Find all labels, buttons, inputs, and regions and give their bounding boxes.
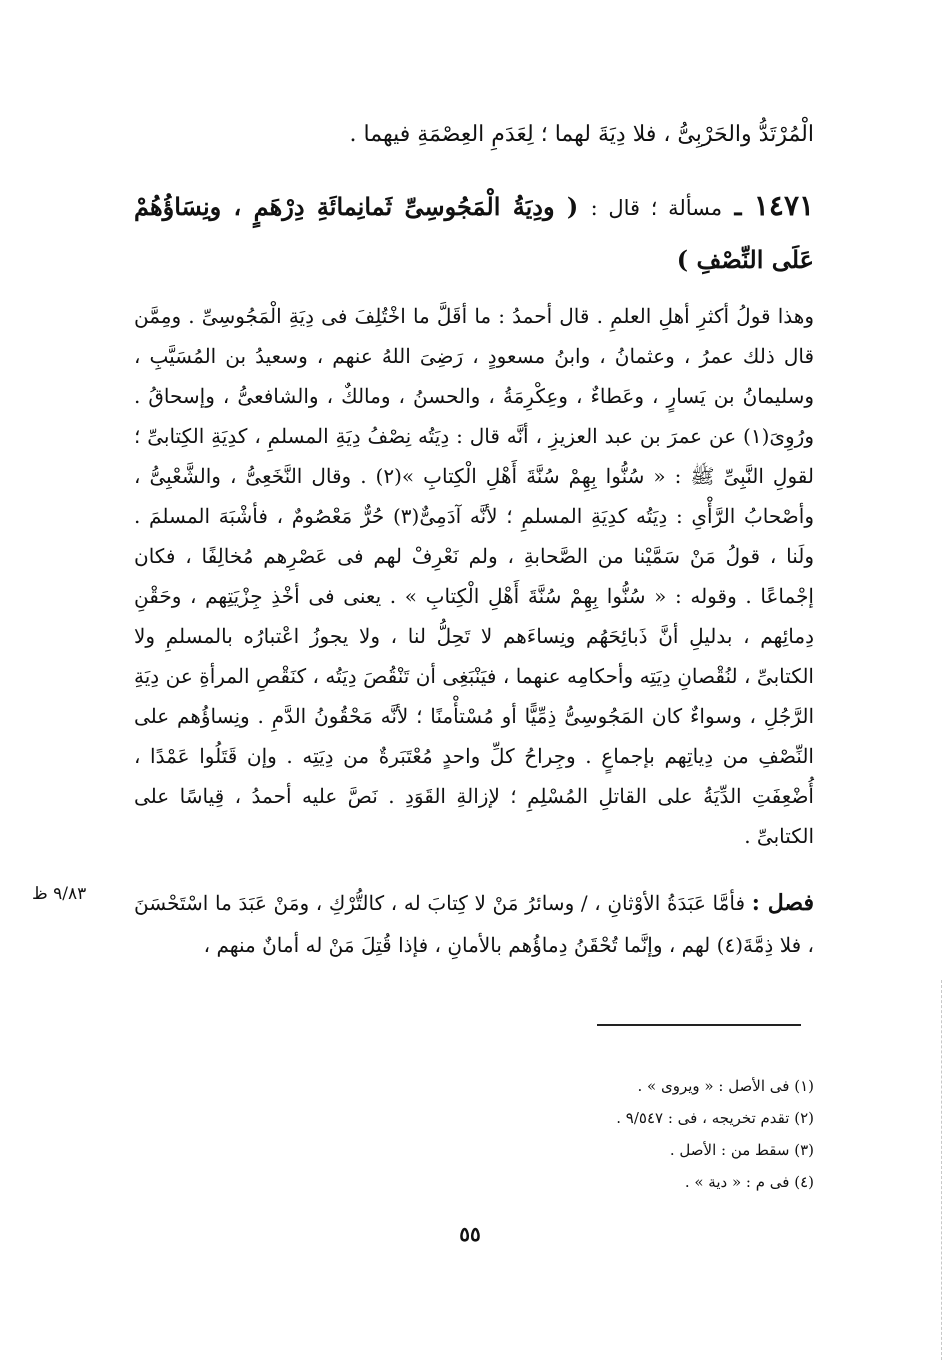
issue-number: ١٤٧١ [753, 189, 815, 222]
fasl-label: فصل : [751, 890, 815, 916]
footnote-separator [597, 1024, 801, 1026]
issue-dash: ـ [734, 192, 742, 221]
fasl-text: فأمَّا عَبَدَةُ الأوْثانِ ، / وسائرُ مَنْ لا كِتابَ له ، كالتُّرْكِ ، ومَنْ عَبَدَ ما اسْتَحْسَنَ ، فلا ذِمَّةَ(٤) لهم ، وإنَّما تُحْقَنُ دِماؤُهم بالأمانِ ، فإذا قُتِلَ مَنْ له أمانٌ منهم ، [134, 891, 814, 957]
issue-label: مسألة ؛ قال : [590, 196, 723, 220]
footnote-item: (٣) سقط من : الأصل . [669, 1141, 814, 1159]
issue-text: ( ودِيَةُ الْمَجُوسِىِّ ثَمانِمائَةِ دِرْهَمٍ ، ونِسَاؤُهُمْ عَلَى النِّصْفِ ) [134, 192, 814, 274]
footnote-item: (٤) فى م : « دية » . [684, 1173, 814, 1191]
footnotes [414, 1070, 814, 1198]
footnote-item: (٢) تقدم تخريجه ، فى : ٩/٥٤٧ . [616, 1109, 814, 1127]
issue-heading [134, 180, 814, 286]
page-number: ٥٥ [459, 1222, 481, 1246]
scan-edge-marks [941, 980, 948, 1360]
continued-text-line: الْمُرْتَدُّ والحَرْبِىُّ ، فلا دِيَةَ لهما ؛ لِعَدَمِ العِصْمَةِ فيهما . [349, 122, 814, 147]
footnote-item: (١) فى الأصل : « ويروى » . [637, 1077, 814, 1095]
manuscript-folio-reference: ٩/٨٣ ظ [32, 884, 87, 904]
commentary-paragraph: وهذا قولُ أكثرِ أهلِ العلمِ . قال أحمدُ : ما أقَلَّ ما اخْتُلِفَ فى دِيَةِ الْمَجُوسِىِّ . ومِمَّن قال ذلك عمرُ ، وعثمانُ ، وابنُ مسعودٍ ، رَضِىَ اللهُ عنهم ، وسعيدُ بن المُسَيَّبِ ، وسليمانُ بن يَسارٍ ، وعَطاءٌ ، وعِكْرِمَةُ ، والحسنُ ، ومالكٌ ، والشافعىُّ ، وإسحاقُ . ورُوِىَ(١) عن عمرَ بن عبد العزيزِ ، أنَّه قال : دِيَتُه نِصْفُ دِيَةِ المسلمِ ، كدِيَةِ الكِتابىِّ ؛ لقولِ النَّبِىِّ ﷺ : « سُنُّوا بِهِمْ سُنَّةَ أَهْلِ الْكِتابِ »(٢) . وقال النَّخَعِىُّ ، والشَّعْبِىُّ ، وأصْحابُ الرَّأْىِ : دِيَتُه كدِيَةِ المسلمِ ؛ لأنَّه آدَمِىٌّ(٣) حُرٌّ مَعْصُومٌ ، فأشْبَهَ المسلمَ . ولَنا ، قولُ مَنْ سَمَّيْنا من الصَّحابةِ ، ولم نَعْرِفْ لهم فى عَصْرِهم مُخالِفًا ، فكان إجْماعًا . وقوله : « سُنُّوا بِهِمْ سُنَّةَ أَهْلِ الْكِتابِ » . يعنى فى أخْذِ جِزْيَتِهم ، وحَقْنِ دِمائِهم ، بدليلِ أنَّ ذَبائِحَهُم ونِساءَهم لا تَحِلُّ لنا ، ولا يجوزُ اعْتبارُه بالمسلمِ ولا الكتابىِّ ، لنُقْصانِ دِيَتِه وأحكامِه عنهما ، فيَنْبَغِى أن تَنْقُصَ دِيَتُه ، كنَقْصِ المرأةِ عن دِيَةِ الرَّجُلِ ، وسواءٌ كان المَجُوسِىُّ ذِمِّيًّا أو مُسْتأْمنًا ؛ لأنَّه مَحْقُونُ الدَّمِ . ونِساؤُهم على النِّصْفِ من دِياتِهم بإجماعٍ . وجِراحُ كلِّ واحدٍ مُعْتَبَرةٌ من دِيَتِه . وإن قَتَلُوا عَمْدًا ، أُضْعِفَتِ الدِّيَةُ على القاتلِ المُسْلِمِ ؛ لإزالةِ القَوَدِ . نَصَّ عليه أحمدُ ، قِياسًا على الكتابىِّ . [134, 304, 815, 848]
fasl-section [134, 882, 814, 966]
